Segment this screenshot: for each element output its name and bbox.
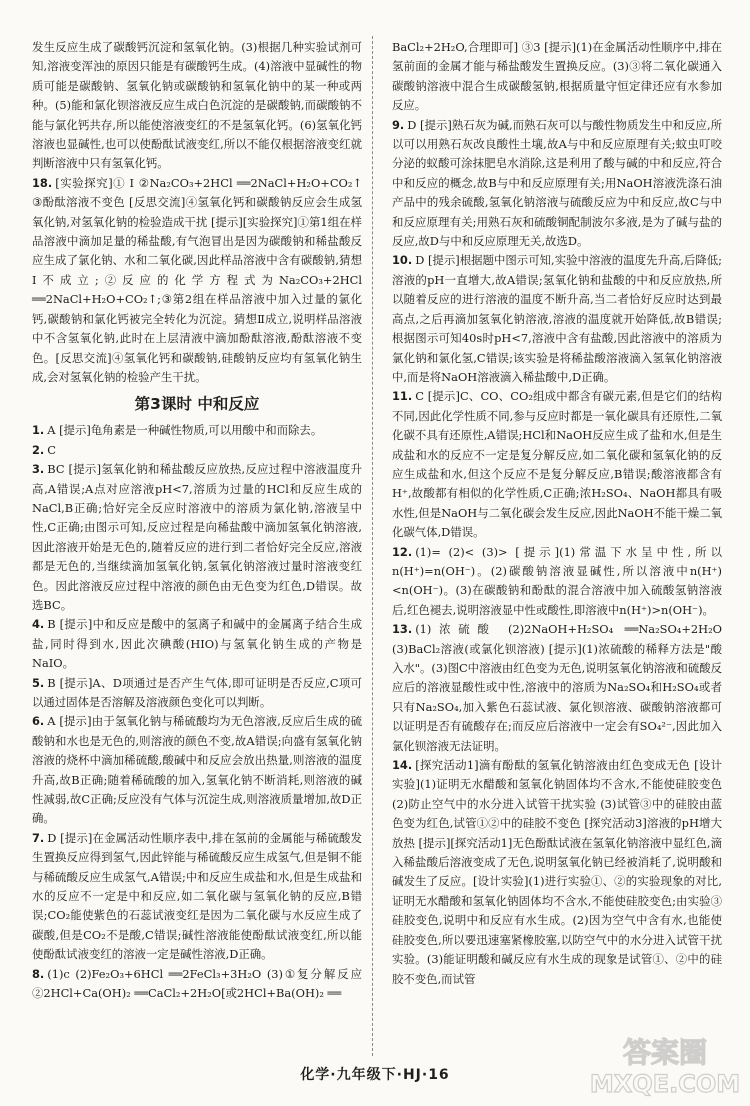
answer-item-10 xyxy=(392,251,722,387)
page-footer: 化学·九年级下·HJ·16 xyxy=(300,1067,450,1083)
answer-item-12 xyxy=(392,543,722,621)
item-number: 1. xyxy=(32,423,45,438)
item-text: (1)浓硫酸 (2)2NaOH+H₂SO₄ ══Na₂SO₄+2H₂O (3)BaCl₂溶液(或氯化钡溶液) [提示](1)浓硫酸的稀释方法是"酸入水"。(3)图C中溶液由红色变为无色,说明氢氧化钠溶液和硫酸反应后的溶液显酸性或中性,溶液中的溶质为Na₂SO₄和H₂SO₄或者只有Na₂SO₄,加入紫色石蕊试液、氯化钡溶液、碳酸钠溶液都可以证明是否有硫酸存在;而反应后溶液中一定会有SO₄²⁻,因此加入氯化钡溶液无法证明。 xyxy=(392,622,722,753)
left-answer-list xyxy=(32,421,362,1003)
watermark-logo xyxy=(590,1030,740,1100)
item-text: A [提示]由于氢氧化钠与稀硫酸均为无色溶液,反应后生成的硫酸钠和水也是无色的,则溶液的颜色不变,故A错误;向盛有氢氧化钠溶液的烧杯中滴加稀硫酸,酸碱中和反应会放出热量,则溶液的温度升高,故B正确;随着稀硫酸的加入,氢氧化钠不断消耗,则溶液的碱性减弱,故C正确;反应没有气体与沉淀生成,则溶液质量增加,故D正确。 xyxy=(32,714,362,826)
item-text: C xyxy=(47,442,56,457)
item-number: 3. xyxy=(32,462,45,477)
answer-item-9 xyxy=(392,116,722,252)
watermark-line1: 答案圈 xyxy=(622,1036,708,1069)
item-text: C [提示]C、CO、CO₂组成中都含有碳元素,但是它们的结构不同,因此化学性质不同,参与反应时都是一氧化碳具有还原性,二氧化碳不具有还原性,A错误;HCl和NaOH反应生成了盐和水,但是生成盐和水的反应不一定是复分解反应,如二氧化碳和氢氧化钠的反应生成盐和水,但这个反应不是复分解反应,B错误;酸溶液都含有H⁺,故酸都有相似的化学性质,C正确;浓H₂SO₄、NaOH都具有吸水性,但是NaOH与二氧化碳会发生反应,因此NaOH不能干燥二氧化碳气体,D错误。 xyxy=(392,389,722,540)
item-number: 18. xyxy=(32,175,53,190)
item-number: 11. xyxy=(392,389,413,404)
answer-item-18 xyxy=(32,174,362,387)
item-number: 5. xyxy=(32,675,45,690)
right-lead-paragraph: BaCl₂+2H₂O,合理即可] ③3 [提示](1)在金属活动性顺序中,排在氢前面的金属才能与稀盐酸发生置换反应。(3)③将二氧化碳通入碳酸钠溶液中混合生成碳酸氢钠,根据质量守恒定律还应有水参加反应。 xyxy=(392,40,722,113)
answer-item-6 xyxy=(32,712,362,828)
column-divider xyxy=(372,36,373,1056)
section-title: 第3课时 中和反应 xyxy=(134,395,260,414)
item-number: 9. xyxy=(392,117,405,132)
item-text: D [提示]在金属活动性顺序表中,排在氢前的金属能与稀硫酸发生置换反应得到氢气,因此锌能与稀硫酸反应生成氢气,但是铜不能与稀硫酸反应生成氢气,A错误;中和反应生成盐和水,但是生成盐和水的反应不一定是中和反应,如二氧化碳与氢氧化钠的反应,B错误;CO₂能使紫色的石蕊试液变红是因为二氧化碳与水反应生成了碳酸,但是CO₂不是酸,C错误;碱性溶液能使酚酞试液变红,所以能使酚酞试液变红的溶液一定是碱性溶液,D正确。 xyxy=(32,830,362,962)
item-text: [实验探究]① Ⅰ ②Na₂CO₃+2HCl ══2NaCl+H₂O+CO₂↑ ③酚酞溶液不变色 [反思交流]④氢氧化钙和碳酸钠反应会生成氢氧化钠,对氢氧化钠的检验造成干扰 [提示][实验探究]①第1组在样品溶液中滴加足量的稀盐酸,有气泡冒出是因为碳酸钠和稀盐酸反应生成了氯化钠、水和二氧化碳,因此样品溶液中含有碳酸钠,猜想Ⅰ不成立;②反应的化学方程式为Na₂CO₃+2HCl ══2NaCl+H₂O+CO₂↑;③第2组在样品溶液中加入过量的氯化钙,碳酸钠和氯化钙被完全转化为沉淀。猜想Ⅱ成立,说明样品溶液中不含氢氧化钠,此时在上层清液中滴加酚酞溶液,酚酞溶液不变色。[反思交流]④氢氧化钙和碳酸钠,硅酸钠反应均有氢氧化钠生成,会对氢氧化钠的检验产生干扰。 xyxy=(32,175,362,384)
answer-item-5 xyxy=(32,674,362,713)
item-text: (1)= (2)< (3)> [提示](1)常温下水呈中性,所以n(H⁺)=n(OH⁻)。(2)碳酸钠溶液显碱性,所以溶液中n(H⁺)<n(OH⁻)。(3)在碳酸钠和酚酞的混合溶液中加入硫酸氢钠溶液后,红色褪去,说明溶液显中性或酸性,即溶液中n(H⁺)>n(OH⁻)。 xyxy=(392,544,722,617)
item-number: 10. xyxy=(392,253,413,268)
item-text: D [提示]根据题中图示可知,实验中溶液的温度先升高,后降低;溶液的pH一直增大,故A错误;氢氧化钠和盐酸的中和反应放热,所以随着反应的进行溶液的温度不断升高,当二者恰好反应时达到最高点,之后再滴加氢氧化钠溶液,溶液的温度就开始降低,故B错误;根据图示可知40s时pH<7,溶液中含有盐酸,因此溶液中的溶质为氯化钠和氯化氢,C错误;该实验是将稀盐酸溶液滴入氢氧化钠溶液中,而是将NaOH溶液滴入稀盐酸中,D正确。 xyxy=(392,253,722,384)
answer-item-8 xyxy=(32,965,362,1004)
item-number: 4. xyxy=(32,617,45,632)
answer-item-14 xyxy=(392,756,722,989)
answer-item-2 xyxy=(32,441,362,460)
answer-item-4 xyxy=(32,615,362,673)
item-number: 7. xyxy=(32,830,45,845)
item-number: 2. xyxy=(32,442,45,457)
watermark-line2: MXQE.COM xyxy=(590,1070,740,1098)
item-number: 14. xyxy=(392,758,413,773)
left-column xyxy=(32,38,362,1004)
answer-item-13 xyxy=(392,620,722,756)
left-lead-paragraph: 发生反应生成了碳酸钙沉淀和氢氧化钠。(3)根据几种实验试剂可知,溶液变浑浊的原因只能是有碳酸钙生成。(4)溶液中显碱性的物质可能是碳酸钠、氢氧化钠或碳酸钠和氢氧化钠中的某一种或两种。(5)能和氯化钡溶液反应生成白色沉淀的是碳酸钠,而碳酸钠不能与氯化钙共存,所以能使溶液变红的不是氢氧化钙。(6)氢氧化钙溶液也显碱性,也可以使酚酞试液变红,所以不能仅根据溶液变红就判断溶液中只有氢氧化钙。 xyxy=(32,40,362,171)
right-answer-list xyxy=(392,116,722,989)
item-text: D [提示]熟石灰为碱,而熟石灰可以与酸性物质发生中和反应,所以可以用熟石灰改良酸性土壤,故A与中和反应原理有关;蚊虫叮咬分泌的蚁酸可涂抹肥皂水消除,这是利用了酸与碱的中和反应,符合中和反应的概念,故B与中和反应原理有关;用NaOH溶液洗涤石油产品中的残余硫酸,氢氧化钠溶液与硫酸反应为中和反应,故C与中和反应原理有关;用熟石灰和硫酸铜配制波尔多液,是为了碱与盐的反应,故D与中和反应原理无关,故选D。 xyxy=(392,117,722,249)
item-text: [探究活动1]滴有酚酞的氢氧化钠溶液由红色变成无色 [设计实验](1)证明无水醋酸和氢氧化钠固体均不含水,不能使硅胶变色 (2)防止空气中的水分进入试管干扰实验 (3)试管③中的硅胶由蓝色变为红色,试管①②中的硅胶不变色 [探究活动3]溶液的pH增大 放热 [提示][探究活动1]无色酚酞试液在氢氧化钠溶液中显红色,滴入稀盐酸后溶液变成了无色,说明氢氧化钠已经被消耗了,说明酸和碱发生了反应。[设计实验](1)进行实验①、②的实验现象的对比,证明无水醋酸和氢氧化钠固体均不含水,不能使硅胶变色;由实验③硅胶变色,说明中和反应有水生成。(2)因为空气中含有水,也能使硅胶变色,所以要迅速塞紧橡胶塞,以防空气中的水分进入试管干扰实验。(3)能证明酸和碱反应有水生成的现象是试管①、②中的硅胶不变色,而试管 xyxy=(392,758,722,986)
item-text: B [提示]A、D项通过是否产生气体,即可证明是否反应,C项可以通过固体是否溶解及溶液颜色变化可以判断。 xyxy=(32,675,362,709)
item-number: 6. xyxy=(32,714,45,729)
item-text: B [提示]中和反应是酸中的氢离子和碱中的金属离子结合生成盐,同时得到水,因此次碘酸(HIO)与氢氧化钠生成的产物是NaIO。 xyxy=(32,617,362,671)
item-number: 8. xyxy=(32,966,45,981)
answer-item-1 xyxy=(32,421,362,440)
answer-item-3 xyxy=(32,460,362,615)
item-text: BC [提示]氢氧化钠和稀盐酸反应放热,反应过程中溶液温度升高,A错误;A点对应溶液pH<7,溶质为过量的HCl和反应生成的NaCl,B正确;恰好完全反应时溶液中的溶质为氯化钠,溶液呈中性,C正确;由图示可知,反应过程是向稀盐酸中滴加氢氧化钠溶液,因此溶液开始是无色的,随着反应的进行到二者恰好完全反应,溶液都是无色的,当继续滴加氢氧化钠,氢氧化钠溶液过量时溶液变红色。因此溶液反应过程中溶液的颜色由无色变为红色,D错误。故选BC。 xyxy=(32,462,362,612)
answer-item-11 xyxy=(392,387,722,542)
item-number: 13. xyxy=(392,622,413,637)
answer-item-7 xyxy=(32,829,362,965)
right-column xyxy=(392,38,722,989)
item-text: A [提示]龟角素是一种碱性物质,可以用酸中和而除去。 xyxy=(47,423,323,438)
item-text: (1)c (2)Fe₂O₃+6HCl ══2FeCl₃+3H₂O (3)①复分解反应 ②2HCl+Ca(OH)₂ ══CaCl₂+2H₂O[或2HCl+Ba(OH)₂ ══ xyxy=(32,966,362,1001)
item-number: 12. xyxy=(392,544,413,559)
